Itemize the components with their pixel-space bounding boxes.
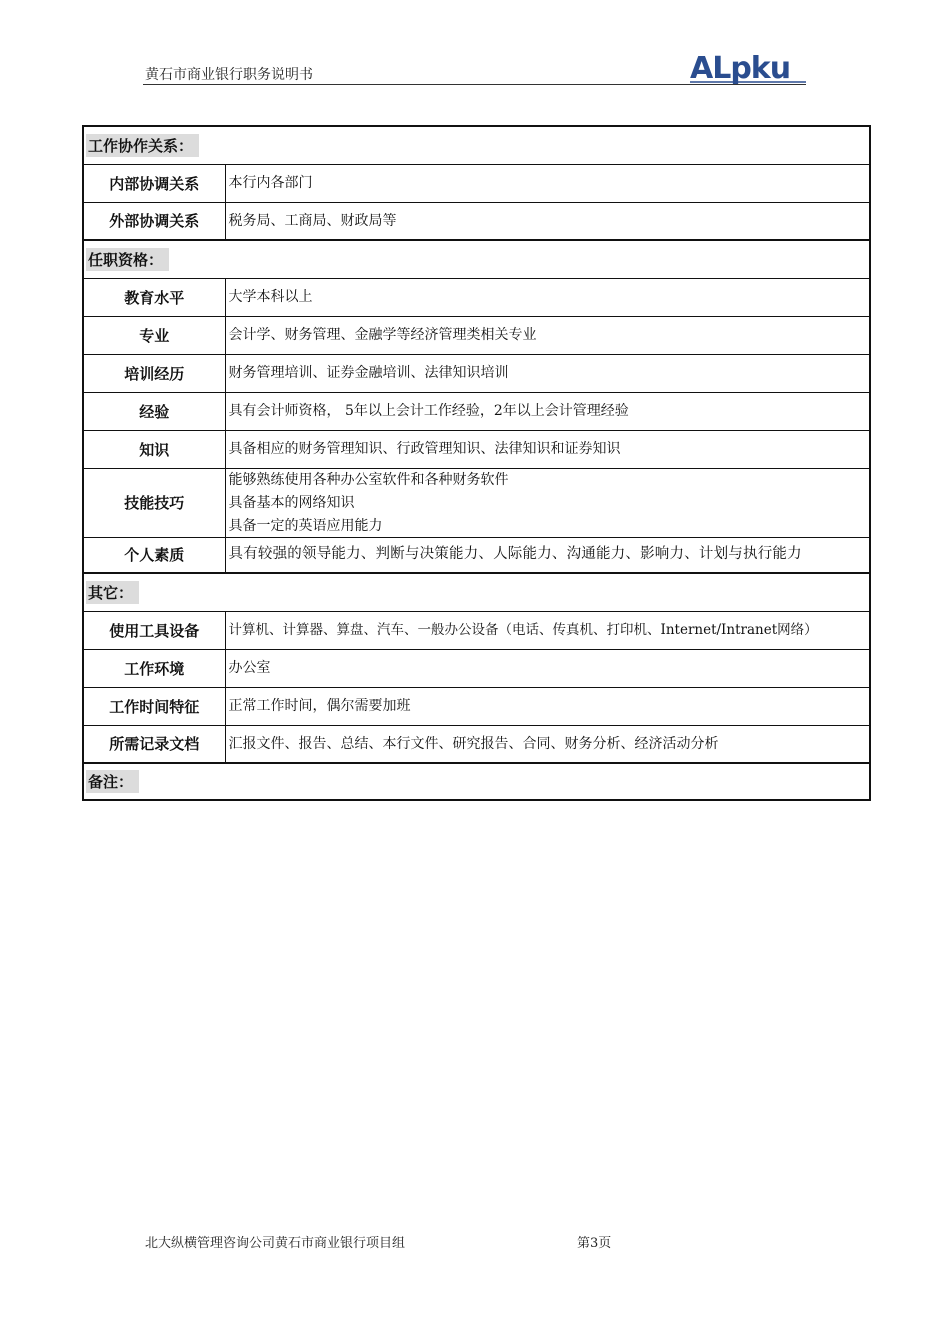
table-row — [83, 537, 870, 573]
row-label: 专业 — [83, 316, 225, 354]
header-rule — [143, 84, 806, 85]
footer-company: 北大纵横管理咨询公司黄石市商业银行项目组 — [145, 1236, 406, 1251]
section-title: 任职资格： — [86, 248, 169, 271]
table-row — [83, 354, 870, 392]
svg-text:ALpku: ALpku — [690, 52, 791, 84]
section-title: 其它： — [86, 581, 139, 604]
row-value: 具有会计师资格， 5年以上会计工作经验，2年以上会计管理经验 — [225, 392, 870, 430]
row-label: 工作环境 — [83, 649, 225, 687]
section-row-qualifications — [83, 240, 870, 278]
row-label: 个人素质 — [83, 537, 225, 573]
section-title: 工作协作关系： — [86, 134, 199, 157]
table-row — [83, 649, 870, 687]
row-label: 外部协调关系 — [83, 202, 225, 240]
row-value-multiline — [225, 468, 870, 537]
job-description-table — [82, 125, 871, 801]
table-row — [83, 611, 870, 649]
header-title: 黄石市商业银行职务说明书 — [145, 67, 313, 83]
table-row — [83, 164, 870, 202]
table-row — [83, 725, 870, 763]
row-value: 会计学、财务管理、金融学等经济管理类相关专业 — [225, 316, 870, 354]
table-row — [83, 392, 870, 430]
section-row-other — [83, 573, 870, 611]
row-label: 培训经历 — [83, 354, 225, 392]
row-value: 办公室 — [225, 649, 870, 687]
row-value: 具备相应的财务管理知识、行政管理知识、法律知识和证券知识 — [225, 430, 870, 468]
row-value: 本行内各部门 — [225, 164, 870, 202]
value-line: 具备基本的网络知识 — [228, 494, 355, 511]
value-line: 能够熟练使用各种办公室软件和各种财务软件 — [228, 471, 509, 488]
row-value: 具有较强的领导能力、判断与决策能力、人际能力、沟通能力、影响力、计划与执行能力 — [225, 537, 870, 573]
table-row — [83, 468, 870, 537]
row-value: 汇报文件、报告、总结、本行文件、研究报告、合同、财务分析、经济活动分析 — [225, 725, 870, 763]
section-title: 备注： — [86, 770, 139, 793]
row-value: 计算机、计算器、算盘、汽车、一般办公设备（电话、传真机、打印机、Internet/Intranet网络） — [225, 611, 870, 649]
section-row-notes — [83, 763, 870, 800]
row-label: 工作时间特征 — [83, 687, 225, 725]
row-value: 大学本科以上 — [225, 278, 870, 316]
footer-page-number: 第3页 — [577, 1236, 612, 1251]
table-row — [83, 316, 870, 354]
table-row — [83, 202, 870, 240]
table-row — [83, 430, 870, 468]
row-value: 财务管理培训、证券金融培训、法律知识培训 — [225, 354, 870, 392]
row-label: 技能技巧 — [83, 468, 225, 537]
row-value: 正常工作时间，偶尔需要加班 — [225, 687, 870, 725]
value-line: 具备一定的英语应用能力 — [228, 517, 383, 534]
row-label: 知识 — [83, 430, 225, 468]
section-row-collaboration — [83, 126, 870, 164]
row-label: 教育水平 — [83, 278, 225, 316]
row-label: 所需记录文档 — [83, 725, 225, 763]
row-label: 经验 — [83, 392, 225, 430]
table-row — [83, 278, 870, 316]
row-label: 内部协调关系 — [83, 164, 225, 202]
alpku-logo — [690, 52, 806, 84]
row-value: 税务局、工商局、财政局等 — [225, 202, 870, 240]
row-label: 使用工具设备 — [83, 611, 225, 649]
table-row — [83, 687, 870, 725]
